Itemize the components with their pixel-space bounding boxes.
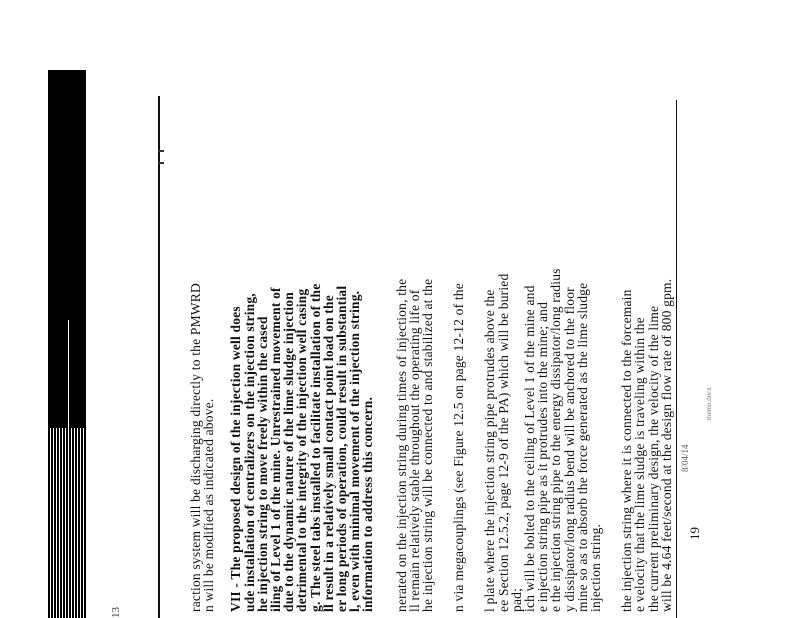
paragraph-bold-line: VII - The proposed design of the injection well does (228, 306, 244, 612)
scan-hairline (68, 320, 69, 460)
paragraph-6-line: will be 4.64 feet/second at the design flow rate of 800 gpm. (658, 278, 674, 612)
paragraph-bold-line: due to the dynamic nature of the lime sludge injection (281, 292, 297, 612)
paragraph-bold-line: ude installation of centralizers on the injection string, (241, 293, 257, 612)
paragraph-6-line: e velocity that the lime sludge is traveling within the (632, 317, 648, 612)
footer-date: 8/04/14 (680, 444, 690, 472)
paragraph-3-line: ll remain relatively stable throughout the operating life of (406, 289, 422, 612)
paragraph-bold-line: information to address this concern. (360, 396, 376, 612)
scan-hairline (56, 490, 57, 580)
paragraph-6-line: the current preliminary design, the velocity of the lime (645, 305, 661, 612)
paragraph-4-line: n via megacouplings (see Figure 12.5 on page 12-12 of the (451, 283, 467, 612)
page-number: 19 (687, 527, 702, 540)
paragraph-bold-line: l, even with minimal movement of the injection string. (347, 290, 363, 612)
paragraph-5-line: ee Section 12.5.2, page 12-9 of the PA) which will be buried (495, 273, 511, 612)
paragraph-5-line: e injection string pipe as it protrudes into the mine; and (535, 301, 551, 612)
scan-edge-bar (48, 70, 86, 618)
paragraph-bold-line: detrimental to the integrity of the injection well casing (294, 288, 310, 612)
footer-filename: memo.docx (705, 387, 713, 420)
paragraph-6-line: the injection string where it is connected to the forcemain (619, 289, 635, 612)
paragraph-3-line: nerated on the injection string during times of injection, the (393, 278, 409, 612)
paragraph-5-line: pad; (508, 587, 524, 612)
paragraph-3-line: he injection string will be connected to and stabilized at the (420, 278, 435, 612)
paragraph-5-line: mine so as to absorb the force generated as the lime sludge (574, 282, 590, 612)
paragraph-5-line: injection string. (588, 523, 603, 612)
paragraph-5-line: y dissipator/long radius bend will be anchored to the floor (561, 287, 577, 612)
paragraph-5-line: ich will be bolted to the ceiling of Level 1 of the mine and (522, 285, 537, 612)
footer-rule (676, 100, 677, 618)
margin-reference: 13 (110, 607, 122, 618)
scan-edge-stripes (48, 428, 86, 618)
paragraph-5-line: e the injection string pipe to the energy dissipator/long radius (548, 268, 564, 612)
paragraph-bold-line: ll result in a relatively small contact point load on the (320, 295, 336, 612)
paragraph-bold-line: iling of Level 1 of the mine. Unrestrained movement of (268, 287, 283, 612)
paragraph-bold-line: he injection string to move freely within the cased (254, 316, 270, 612)
paragraph-5-line: l plate where the injection string pipe protrudes above the (482, 289, 498, 612)
document-body (160, 0, 674, 618)
paragraph-top-line: n will be modified as indicated above. (201, 398, 217, 612)
paragraph-top-line: raction system will be discharging directly to the PMWRD (188, 283, 203, 612)
paragraph-bold-line: er long periods of operation, could result in substantial (334, 285, 349, 612)
paragraph-bold-line: g. The steel tabs installed to facilitate installation of the (307, 283, 323, 612)
